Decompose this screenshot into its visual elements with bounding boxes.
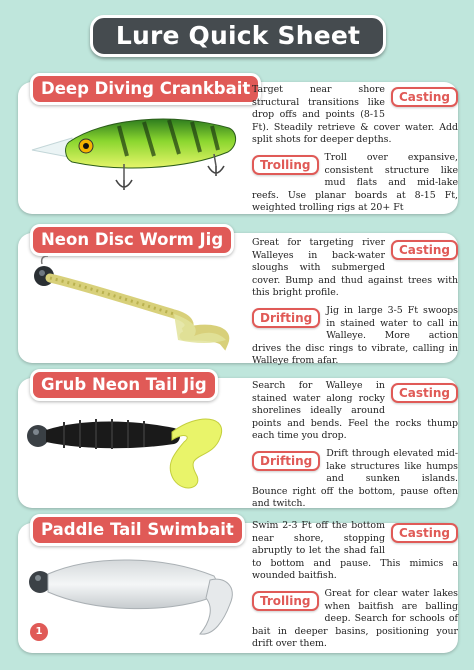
lure-name-crankbait: Deep Diving Crankbait <box>30 73 261 105</box>
disc-worm-drifting-tag: Drifting <box>252 308 320 328</box>
lure-name-disc-worm: Neon Disc Worm Jig <box>30 224 234 256</box>
swimbait-image <box>24 546 244 646</box>
swimbait-trolling-tag: Trolling <box>252 591 319 611</box>
disc-worm-casting-text: Great for targeting river Walleyes in back-water sloughs with submerged cover. Bump and thud against trees with this bright profile. <box>252 237 458 299</box>
swimbait-casting-tag: Casting <box>391 523 458 543</box>
disc-worm-description <box>252 237 458 368</box>
crankbait-description <box>252 84 458 215</box>
crankbait-trolling-text: Troll over expansive, consistent structure like mud flats and mid-lake reefs. Use planar boards at 8-15 Ft, weighted trolling rigs at 20+ Ft <box>252 151 458 214</box>
grub-jig-image <box>24 402 244 502</box>
crankbait-casting-text: Target near shore structural transitions like drop offs and points (8-15 Ft). Steadily retrieve & cover water. Add split shots for deeper depths. <box>252 84 458 146</box>
lure-name-swimbait: Paddle Tail Swimbait <box>30 514 245 546</box>
grub-jig-drifting-text: Drift through elevated mid-lake structures like humps and sunken islands. Bounce right off the bottom, pause often and twitch. <box>252 447 458 510</box>
crankbait-image <box>24 102 244 202</box>
page-title: Lure Quick Sheet <box>90 15 386 57</box>
crankbait-trolling-tag: Trolling <box>252 155 319 175</box>
swimbait-description <box>252 520 458 651</box>
disc-worm-jig-image <box>24 256 244 356</box>
grub-jig-description <box>252 380 458 511</box>
swimbait-trolling-text: Great for clear water lakes when baitfish are balling deep. Search for schools of bait in deeper basins, positioning your drift over them. <box>252 587 458 650</box>
disc-worm-casting-tag: Casting <box>391 240 458 260</box>
swimbait-casting-text: Swim 2-3 Ft off the bottom near shore, stopping abruptly to let the shad fall to bottom and pause. This mimics a wounded baitfish. <box>252 520 458 582</box>
grub-jig-drifting-tag: Drifting <box>252 451 320 471</box>
lure-name-grub-jig: Grub Neon Tail Jig <box>30 369 218 401</box>
crankbait-casting-tag: Casting <box>391 87 458 107</box>
page-number-badge: 1 <box>30 623 48 641</box>
grub-jig-casting-text: Search for Walleye in stained water along rocky shorelines ideally around points and bends. Feel the rocks thump each time you drop. <box>252 380 458 442</box>
disc-worm-drifting-text: Jig in large 3-5 Ft swoops in stained water to call in Walleye. More action drives the disc rings to vibrate, calling in Walleye from afar. <box>252 304 458 367</box>
grub-jig-casting-tag: Casting <box>391 383 458 403</box>
